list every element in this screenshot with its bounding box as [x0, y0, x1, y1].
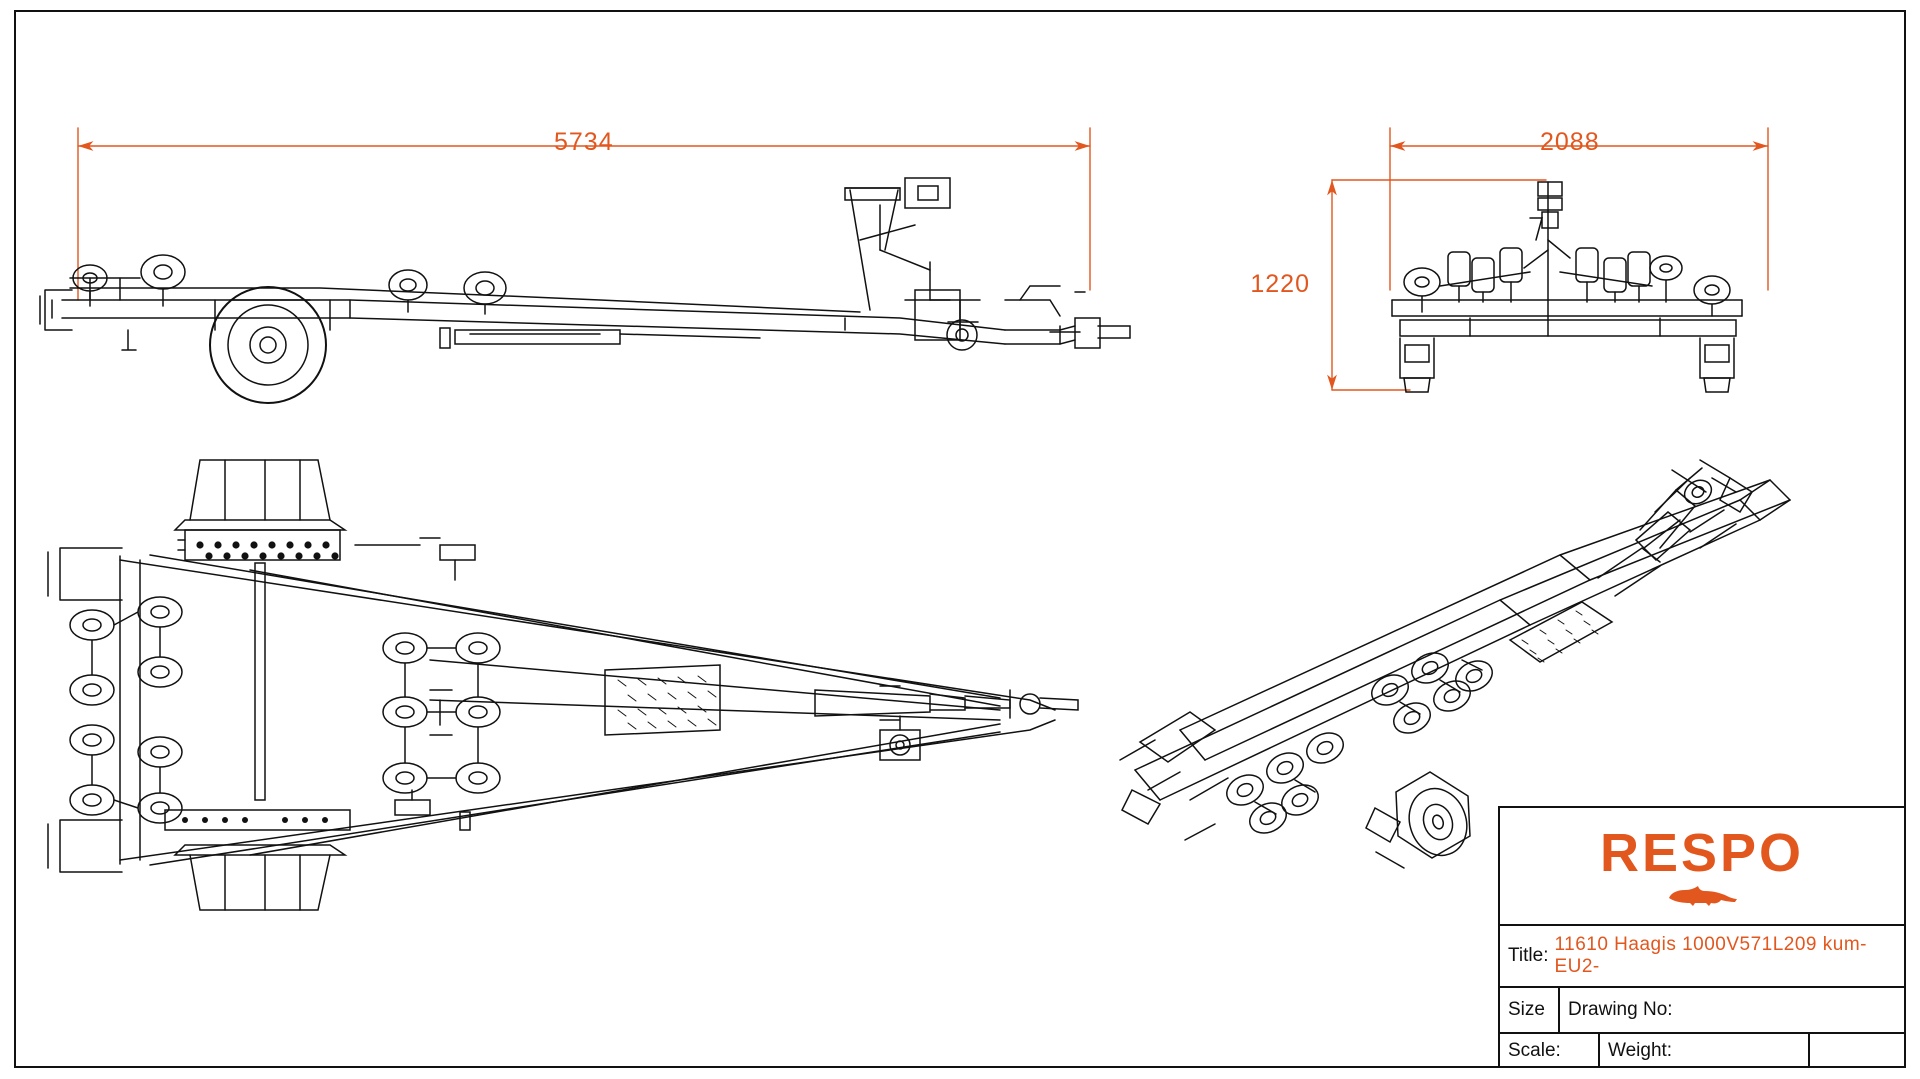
- drawing-no-label: Drawing No:: [1568, 999, 1673, 1020]
- title-label: Title:: [1508, 945, 1549, 966]
- scale-weight-sheet-row: [1500, 1034, 1904, 1068]
- sheet-cell: [1810, 1034, 1904, 1068]
- drawing-no-cell: [1560, 988, 1904, 1032]
- size-label: Size: [1508, 999, 1545, 1020]
- size-drawingno-row: [1500, 988, 1904, 1034]
- brand-name: RESPO: [1599, 823, 1805, 883]
- weight-label: Weight:: [1608, 1040, 1673, 1061]
- dimension-width-label: 2088: [1540, 128, 1600, 156]
- dimension-length-label: 5734: [554, 128, 614, 156]
- brand-logo-cell: [1500, 808, 1904, 926]
- bull-logo-icon: [1665, 884, 1739, 906]
- title-block: [1498, 806, 1906, 1068]
- weight-cell: [1600, 1034, 1810, 1068]
- title-value: 11610 Haagis 1000V571L209 kum-EU2-: [1554, 934, 1868, 977]
- title-cell: [1500, 926, 1904, 988]
- scale-cell: [1500, 1034, 1600, 1068]
- scale-label: Scale:: [1508, 1040, 1561, 1061]
- size-cell: [1500, 988, 1560, 1032]
- dimension-height-label: 1220: [1250, 270, 1310, 298]
